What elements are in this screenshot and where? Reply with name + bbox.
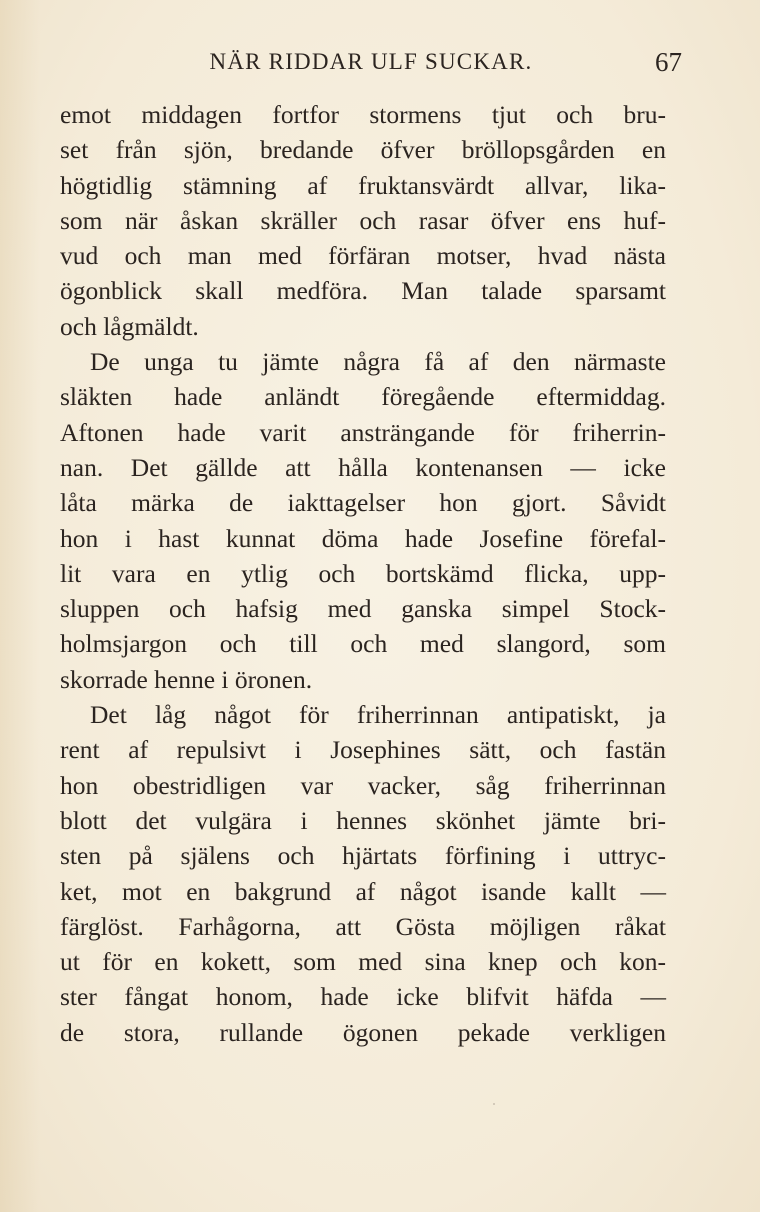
- text-line: holmsjargon och till och med slangord, som: [60, 629, 666, 659]
- text-line: emot middagen fortfor stormens tjut och bru-: [60, 100, 666, 129]
- text-line: sten på själens och hjärtats förfining i uttryc-: [60, 841, 666, 871]
- text-line: och lågmäldt.: [60, 311, 199, 341]
- text-line: släkten hade anländt föregående eftermiddag.: [60, 382, 666, 412]
- text-line: ögonblick skall medföra. Man talade sparsamt: [60, 276, 666, 306]
- text-line: som när åskan skräller och rasar öfver ens huf-: [60, 205, 666, 235]
- text-line: hon i hast kunnat döma hade Josefine förefal-: [60, 523, 666, 553]
- text-line: ut för en kokett, som med sina knep och kon-: [60, 947, 666, 977]
- running-title: NÄR RIDDAR ULF SUCKAR.: [209, 49, 533, 74]
- text-line: ket, mot en bakgrund af något isande kallt —: [60, 876, 666, 906]
- text-line: set från sjön, bredande öfver bröllopsgården en: [60, 135, 666, 165]
- body-text: [60, 97, 666, 1050]
- text-line: lit vara en ytlig och bortskämd flicka, upp-: [60, 558, 666, 588]
- text-line: färglöst. Farhågorna, att Gösta möjligen råkat: [60, 911, 666, 941]
- text-line: de stora, rullande ögonen pekade verkligen: [60, 1017, 666, 1047]
- text-line: högtidlig stämning af fruktansvärdt allvar, lika-: [60, 170, 666, 200]
- text-line: blott det vulgära i hennes skönhet jämte bri-: [60, 805, 666, 835]
- text-line: De unga tu jämte några få af den närmaste: [90, 347, 666, 377]
- text-line: ster fångat honom, hade icke blifvit häfda —: [60, 982, 666, 1012]
- text-line: Det låg något för friherrinnan antipatiskt, ja: [90, 700, 666, 730]
- text-line: vud och man med förfäran motser, hvad nästa: [60, 241, 666, 271]
- running-head: [60, 44, 682, 88]
- text-line: låta märka de iakttagelser hon gjort. Såvidt: [60, 488, 666, 518]
- text-line: sluppen och hafsig med ganska simpel Stock-: [60, 594, 666, 624]
- text-line: Aftonen hade varit ansträngande för friherrin-: [60, 417, 666, 447]
- page-number: 67: [655, 47, 682, 77]
- paper-speck: [493, 1103, 495, 1105]
- text-line: hon obestridligen var vacker, såg friherrinnan: [60, 770, 666, 800]
- text-line: skorrade henne i öronen.: [60, 664, 313, 694]
- text-line: rent af repulsivt i Josephines sätt, och fastän: [60, 735, 666, 765]
- text-line: nan. Det gällde att hålla kontenansen — icke: [60, 452, 666, 482]
